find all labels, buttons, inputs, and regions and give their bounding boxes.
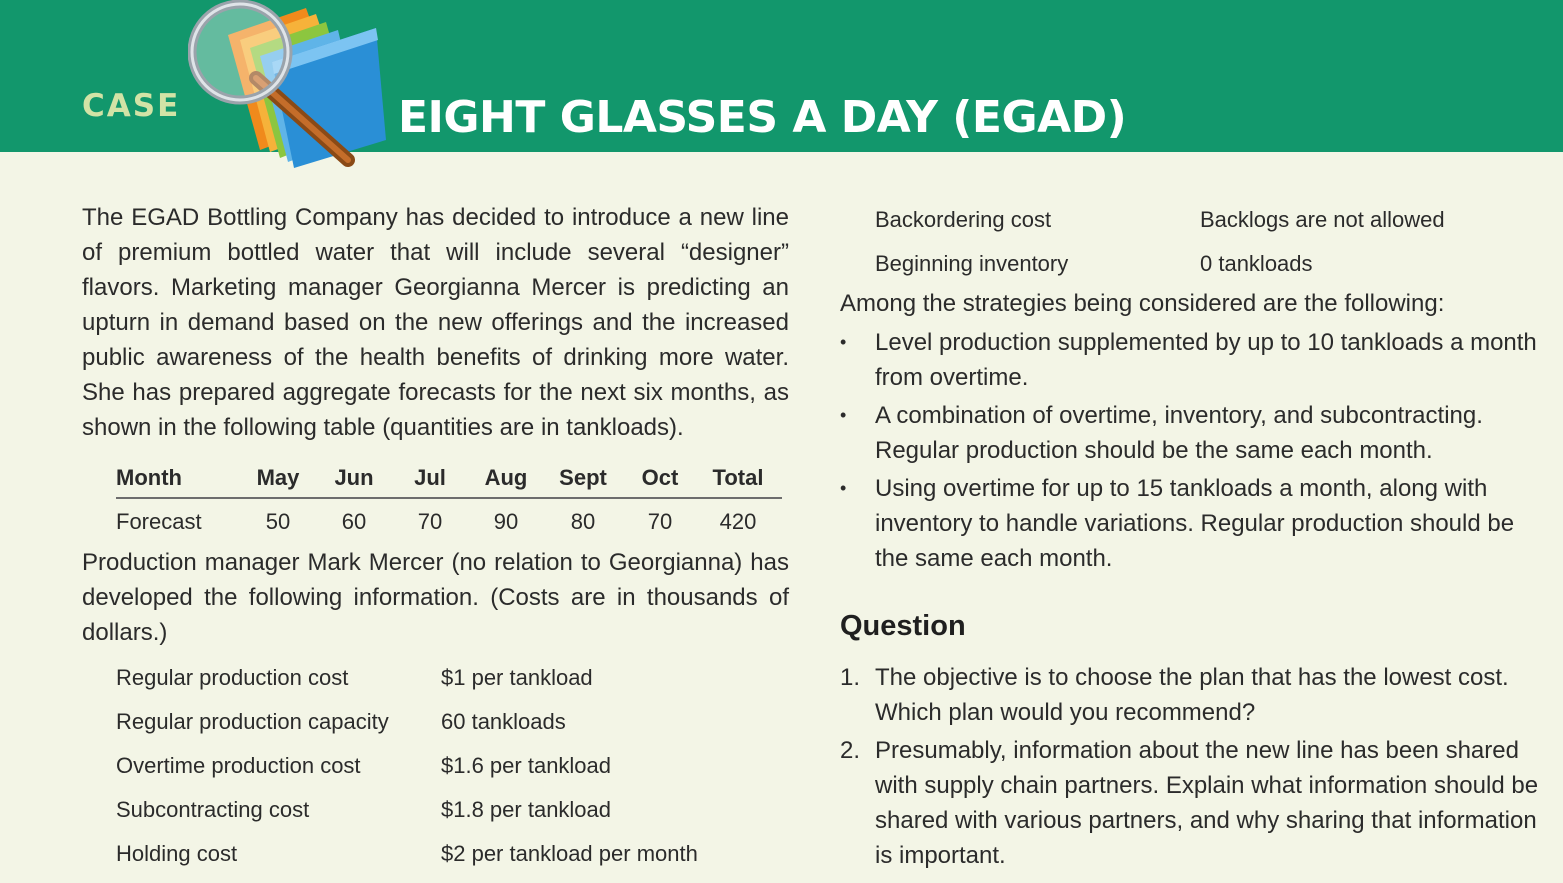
- table-cell: 70: [417, 509, 443, 534]
- table-cell: 420: [719, 509, 757, 534]
- forecast-header-row: [116, 459, 782, 498]
- table-row: [116, 498, 782, 541]
- cost-label: Regular production cost: [116, 665, 349, 690]
- bullet-icon: •: [840, 405, 847, 425]
- table-row: [875, 198, 1445, 242]
- cost-value: $1 per tankload: [441, 665, 593, 690]
- table-row: [116, 700, 698, 744]
- table-header: Month: [116, 459, 236, 498]
- table-cell: 90: [493, 509, 519, 534]
- page-title: EIGHT GLASSES A DAY (EGAD): [398, 92, 1127, 143]
- right-column: [840, 200, 1540, 876]
- table-cell: 80: [570, 509, 596, 534]
- table-row: [116, 832, 698, 876]
- table-row: [116, 656, 698, 700]
- cost-value: $2 per tankload per month: [441, 841, 698, 866]
- table-header: Sept: [540, 459, 626, 498]
- table-row: [875, 242, 1445, 286]
- list-item: [840, 471, 1540, 576]
- strategy-text: A combination of overtime, inventory, and subcontracting. Regular production should be the same each month.: [875, 402, 1483, 464]
- table-header: Aug: [472, 459, 540, 498]
- list-item: [840, 660, 1540, 730]
- question-text: Presumably, information about the new line has been shared with supply chain partners. Explain what information should be shared with various partners, and why sharing that information is important.: [875, 737, 1539, 869]
- table-header: Jun: [320, 459, 388, 498]
- table-row: [116, 788, 698, 832]
- cost-table: [116, 656, 698, 876]
- cost-label: Backordering cost: [875, 207, 1052, 232]
- folders-magnifier-icon: [188, 0, 388, 190]
- cost-value: 60 tankloads: [441, 709, 566, 734]
- table-header: May: [236, 459, 320, 498]
- strategy-text: Level production supplemented by up to 10 tankloads a month from overtime.: [875, 329, 1537, 391]
- cost-label: Subcontracting cost: [116, 797, 310, 822]
- question-number: 1.: [840, 664, 861, 691]
- table-cell: 50: [265, 509, 291, 534]
- strategy-text: Using overtime for up to 15 tankloads a month, along with inventory to handle variations. Regular production should be the same each month.: [875, 475, 1515, 572]
- cost-label: Beginning inventory: [875, 251, 1069, 276]
- strategies-intro: Among the strategies being considered are the following:: [840, 290, 1445, 317]
- table-header: Oct: [626, 459, 694, 498]
- bullet-icon: •: [840, 478, 847, 498]
- cost-value: Backlogs are not allowed: [1200, 207, 1445, 232]
- table-cell: 60: [341, 509, 367, 534]
- question-list: [840, 660, 1540, 873]
- cost-table-continued: [875, 198, 1445, 286]
- table-cell: 70: [647, 509, 673, 534]
- list-item: [840, 733, 1540, 873]
- table-row: [116, 744, 698, 788]
- cost-label: Overtime production cost: [116, 753, 361, 778]
- question-number: 2.: [840, 737, 861, 764]
- cost-label: Holding cost: [116, 841, 238, 866]
- intro-paragraph: The EGAD Bottling Company has decided to introduce a new line of premium bottled water that will include several “designer” flavors. Marketing manager Georgianna Mercer is predicting an upturn in demand based on the new offerings and the increased public awareness of the health benefits of drinking more water. She has prepared aggregate forecasts for the next six months, as shown in the following table (quantities are in tankloads).: [82, 204, 789, 441]
- table-header: Jul: [388, 459, 472, 498]
- strategy-list: [840, 325, 1540, 576]
- table-header: Total: [694, 459, 782, 498]
- table-cell: Forecast: [116, 509, 202, 534]
- cost-value: 0 tankloads: [1200, 251, 1313, 276]
- left-column: [82, 200, 789, 876]
- forecast-table: [116, 459, 782, 541]
- cost-value: $1.8 per tankload: [441, 797, 612, 822]
- question-heading: Question: [840, 610, 966, 642]
- cost-value: $1.6 per tankload: [441, 753, 612, 778]
- cost-label: Regular production capacity: [116, 709, 389, 734]
- production-paragraph: Production manager Mark Mercer (no relation to Georgianna) has developed the following information. (Costs are in thousands of dollars.): [82, 549, 789, 646]
- list-item: [840, 325, 1540, 395]
- bullet-icon: •: [840, 332, 847, 352]
- case-label: CASE: [82, 88, 181, 124]
- list-item: [840, 398, 1540, 468]
- question-text: The objective is to choose the plan that has the lowest cost. Which plan would you recommend?: [875, 664, 1509, 726]
